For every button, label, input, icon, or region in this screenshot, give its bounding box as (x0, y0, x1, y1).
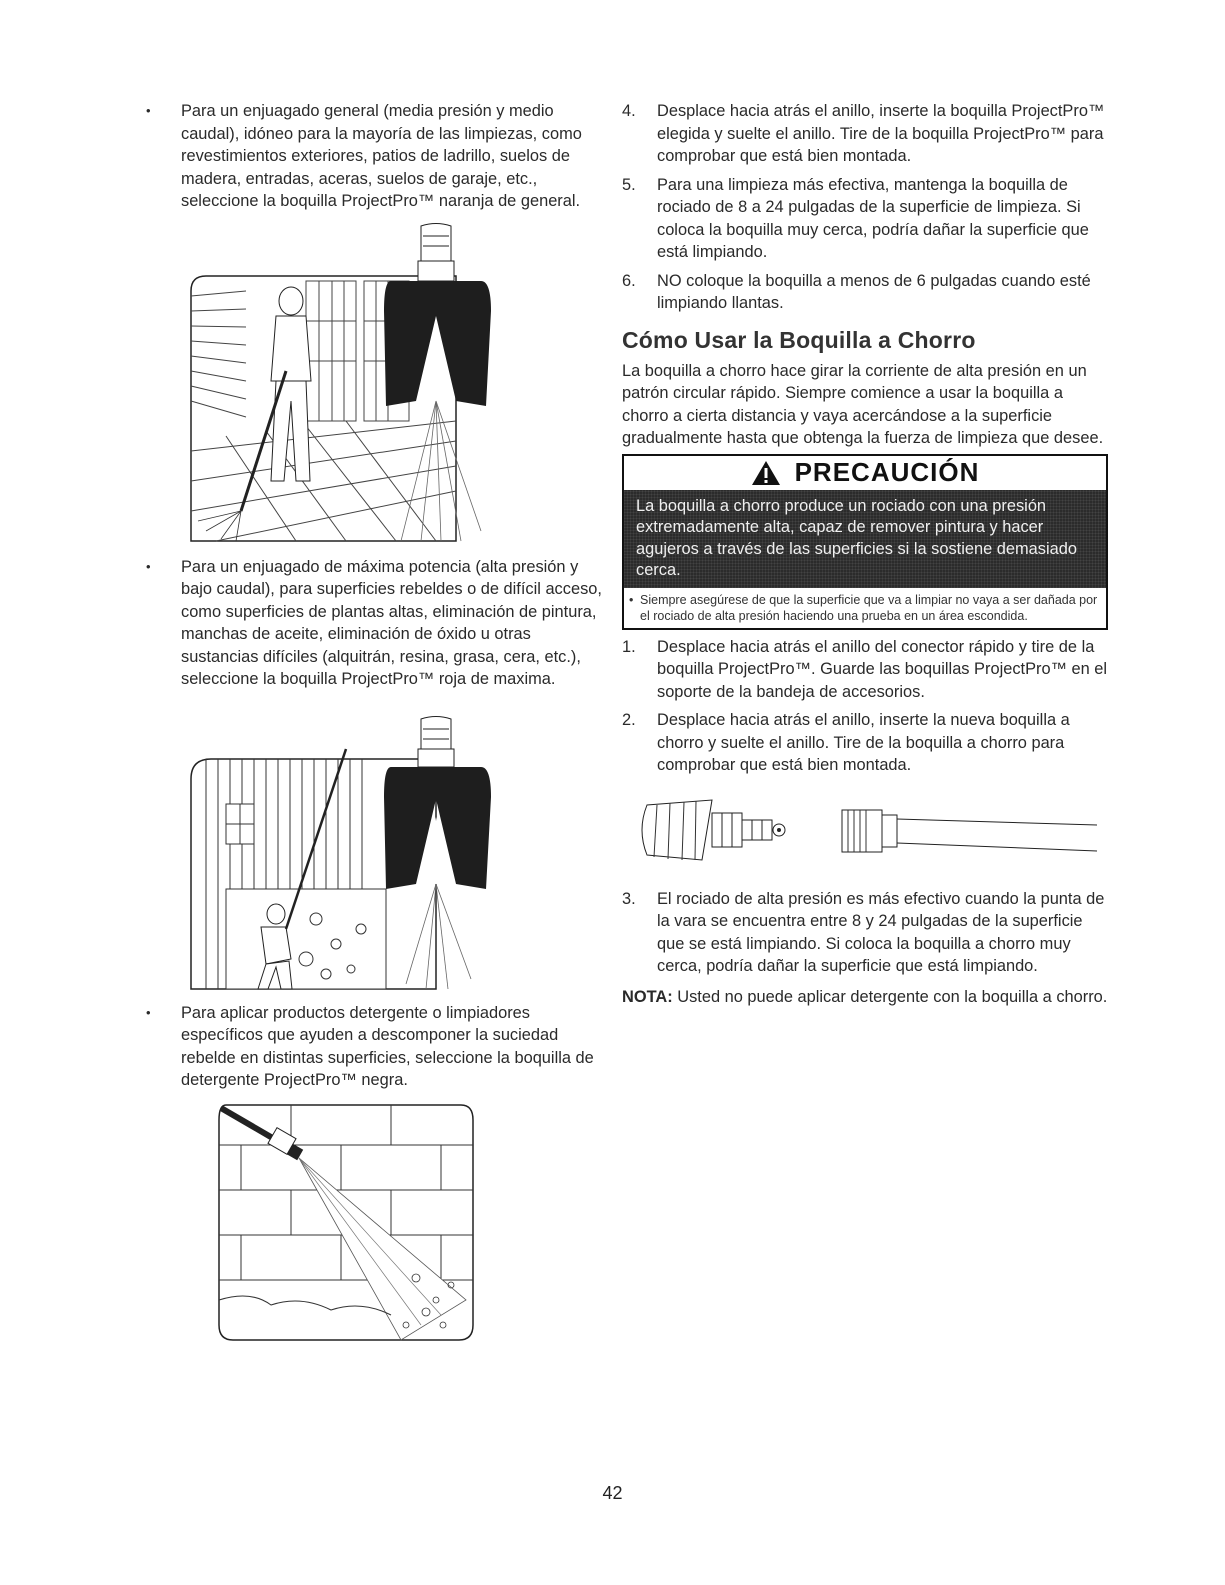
note-paragraph (622, 986, 1112, 1009)
step-5 (622, 174, 1112, 264)
step-text: Desplace hacia atrás el anillo del conector rápido y tire de la boquilla ProjectPro™. Guarde las boquillas ProjectPro™ en el soporte de la bandeja de accesorios. (657, 637, 1108, 701)
bullet-max-power-rinse: • Para un enjuagado de máxima potencia (alta presión y bajo caudal), para superficies rebeldes o de difícil acceso, como superficies de plantas altas, eliminación de pintura, manchas de aceite, eliminación de óxido u otras sustancias difíciles (alquitrán, resina, grasa, cera, etc.), seleccione la boquilla ProjectPro™ roja de maxima. (146, 556, 606, 691)
step-number: 6. (622, 271, 636, 290)
illustration-wall-cleaning (186, 699, 606, 994)
step-1 (622, 636, 1112, 704)
illustration-turbo-nozzle (632, 785, 1112, 880)
warning-triangle-icon (751, 460, 781, 486)
step-text: El rociado de alta presión es más efectivo cuando la punta de la vara se encuentra entre 8 y 24 pulgadas de la superficie que se está limpiando. Si coloca la boquilla a chorro muy cerca, podría dañar la superficie que está limpiando. (657, 889, 1105, 975)
deck-cleaning-image (186, 221, 506, 546)
step-text: Para una limpieza más efectiva, mantenga la boquilla de rociado de 8 a 24 pulgadas de la superficie de limpieza. Si coloca la boquilla muy cerca, podría dañar la superficie que está limpiando. (657, 175, 1089, 261)
right-column (622, 100, 1112, 1008)
illustration-deck-cleaning (186, 221, 606, 546)
caution-warning-text: La boquilla a chorro produce un rociado con una presión extremadamente alta, capaz de remover pintura y hacer agujeros a través de las superficies si la sostiene demasiado cerca. (624, 490, 1106, 588)
steps-top-list (622, 100, 1112, 315)
turbo-nozzle-connector-image (632, 785, 1102, 875)
page-number: 42 (602, 1483, 623, 1503)
note-label: NOTA: (622, 987, 673, 1006)
steps-bottom-list (622, 888, 1112, 978)
step-2 (622, 709, 1112, 777)
bullet-detergent: • Para aplicar productos detergente o limpiadores específicos que ayuden a descomponer la suciedad rebelde en distintas superficies, seleccione la boquilla de detergente ProjectPro™ negra. (146, 1002, 606, 1092)
note-text: Usted no puede aplicar detergente con la boquilla a chorro. (677, 987, 1108, 1006)
steps-mid-list (622, 636, 1112, 777)
step-text: Desplace hacia atrás el anillo, inserte la nueva boquilla a chorro y suelte el anillo. Tire de la boquilla a chorro para comprobar que está bien montada. (657, 711, 1070, 774)
bullet-general-rinse: • Para un enjuagado general (media presión y medio caudal), idóneo para la mayoría de las limpiezas, como revestimientos exteriores, patios de ladrillo, suelos de madera, entradas, aceras, suelos de garaje, etc., seleccione la boquilla ProjectPro™ naranja de general. (146, 100, 606, 213)
step-6 (622, 270, 1112, 315)
illustration-detergent-nozzle (211, 1100, 606, 1345)
left-column (146, 100, 606, 1345)
section-heading: Cómo Usar la Boquilla a Chorro (622, 326, 976, 353)
wall-cleaning-image (186, 699, 506, 994)
step-number: 3. (622, 889, 636, 908)
caution-note: • Siempre asegúrese de que la superficie que va a limpiar no vaya a ser dañada por el rociado de alta presión haciendo una prueba en un área escondida. (624, 588, 1106, 628)
step-number: 1. (622, 637, 636, 656)
step-number: 4. (622, 102, 636, 120)
step-number: 2. (622, 711, 636, 729)
detergent-spray-image (211, 1100, 481, 1345)
section-intro: La boquilla a chorro hace girar la corriente de alta presión en un patrón circular rápido. Siempre comience a usar la boquilla a chorro a cierta distancia y vaya acercándose a la superficie gradualmente hasta que obtenga la fuerza de limpieza que desee. (622, 361, 1104, 447)
caution-box (622, 454, 1108, 630)
step-text: Desplace hacia atrás el anillo, inserte la boquilla ProjectPro™ elegida y suelte el anillo. Tire de la boquilla ProjectPro™ para comprobar que está bien montada. (657, 102, 1105, 165)
step-text: NO coloque la boquilla a menos de 6 pulgadas cuando esté limpiando llantas. (657, 271, 1091, 312)
caution-header (624, 456, 1106, 490)
step-number: 5. (622, 175, 636, 194)
caution-title: PRECAUCIÓN (794, 457, 980, 487)
step-3 (622, 888, 1112, 978)
step-4 (622, 100, 1112, 168)
